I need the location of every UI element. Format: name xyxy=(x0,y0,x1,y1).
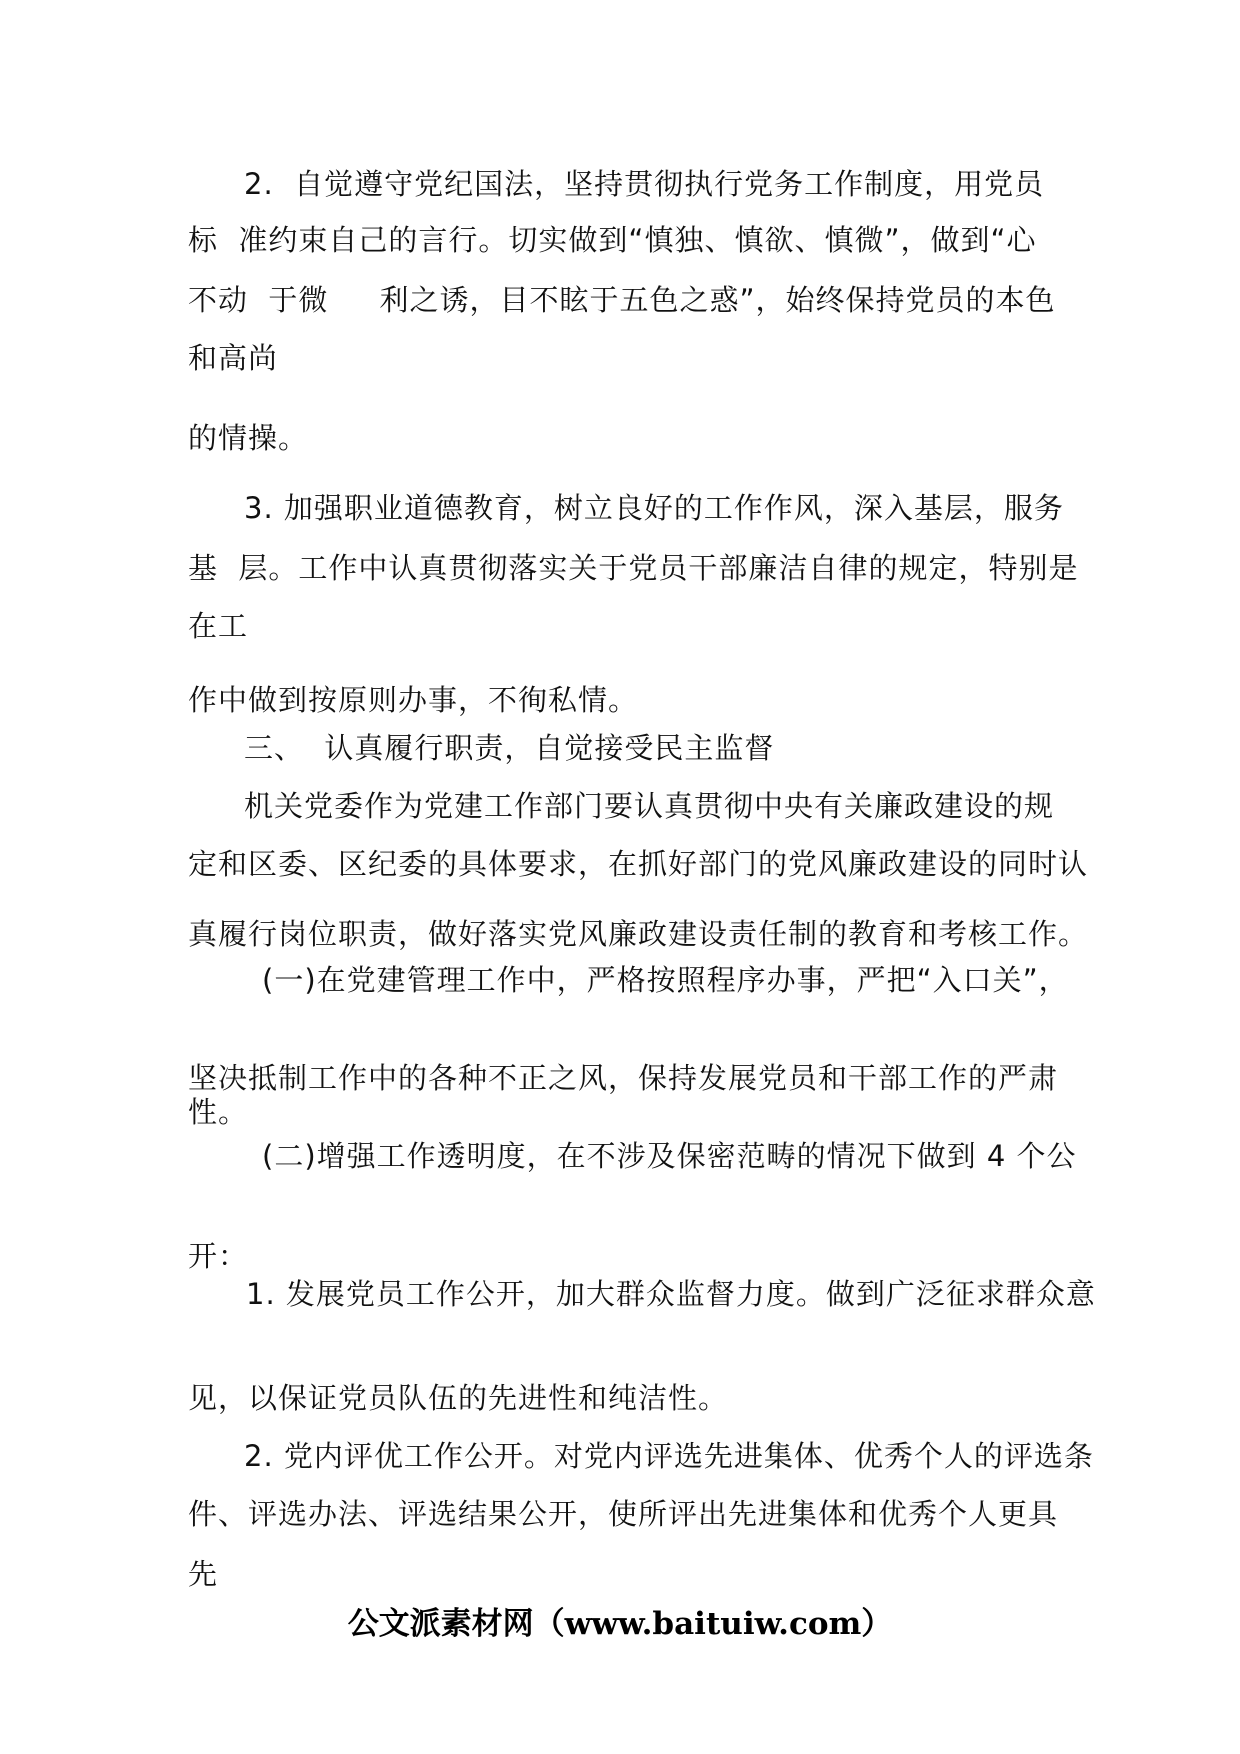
paragraph-3-line-1: 3. 加强职业道德教育，树立良好的工作作风，深入基层，服务 xyxy=(244,491,1064,525)
paragraph-2-line-5: 的情操。 xyxy=(188,421,309,455)
paragraph-3-line-4: 作中做到按原则办事，不徇私情。 xyxy=(188,683,639,717)
sub-item-1-line-2: 见，以保证党员队伍的先进性和纯洁性。 xyxy=(188,1381,729,1415)
item-1-line-2: 坚决抵制工作中的各种不正之风，保持发展党员和干部工作的严肃 xyxy=(188,1061,1059,1095)
sub-item-2-line-3: 先 xyxy=(188,1557,219,1591)
item-2-line-1: (二)增强工作透明度，在不涉及保密范畴的情况下做到 4 个公 xyxy=(262,1139,1077,1173)
paragraph-3-line-3: 在工 xyxy=(188,609,249,643)
section-3-intro-line-3: 真履行岗位职责，做好落实党风廉政建设责任制的教育和考核工作。 xyxy=(188,917,1089,951)
section-3-intro-line-1: 机关党委作为党建工作部门要认真贯彻中央有关廉政建设的规 xyxy=(244,789,1055,823)
section-3-intro-line-2: 定和区委、区纪委的具体要求，在抓好部门的党风廉政建设的同时认 xyxy=(188,847,1089,881)
sub-item-2-line-2: 件、评选办法、评选结果公开，使所评出先进集体和优秀个人更具 xyxy=(188,1497,1059,1531)
footer-site-text: 公文派素材网（www.baituiw.com） xyxy=(347,1606,893,1642)
paragraph-2-line-4: 和高尚 xyxy=(188,341,279,375)
paragraph-3-line-2: 基 层。工作中认真贯彻落实关于党员干部廉洁自律的规定，特别是 xyxy=(188,551,1079,585)
paragraph-2-line-3: 不动 于微 利之诱，目不眩于五色之惑”，始终保持党员的本色 xyxy=(188,283,1056,317)
sub-item-1-line-1: 1. 发展党员工作公开，加大群众监督力度。做到广泛征求群众意 xyxy=(246,1277,1096,1311)
paragraph-2-line-2: 标 准约束自己的言行。切实做到“慎独、慎欲、慎微”，做到“心 xyxy=(188,223,1037,257)
item-2-line-2: 开： xyxy=(188,1239,249,1273)
sub-item-2-line-1: 2. 党内评优工作公开。对党内评选先进集体、优秀个人的评选条 xyxy=(244,1439,1094,1473)
item-1-line-1: (一)在党建管理工作中，严格按照程序办事，严把“入口关”， xyxy=(262,963,1069,997)
section-heading-3: 三、 认真履行职责，自觉接受民主监督 xyxy=(244,731,775,765)
paragraph-2-line-1: 2. 自觉遵守党纪国法，坚持贯彻执行党务工作制度，用党员 xyxy=(244,167,1045,201)
item-1-line-3: 性。 xyxy=(188,1095,249,1129)
